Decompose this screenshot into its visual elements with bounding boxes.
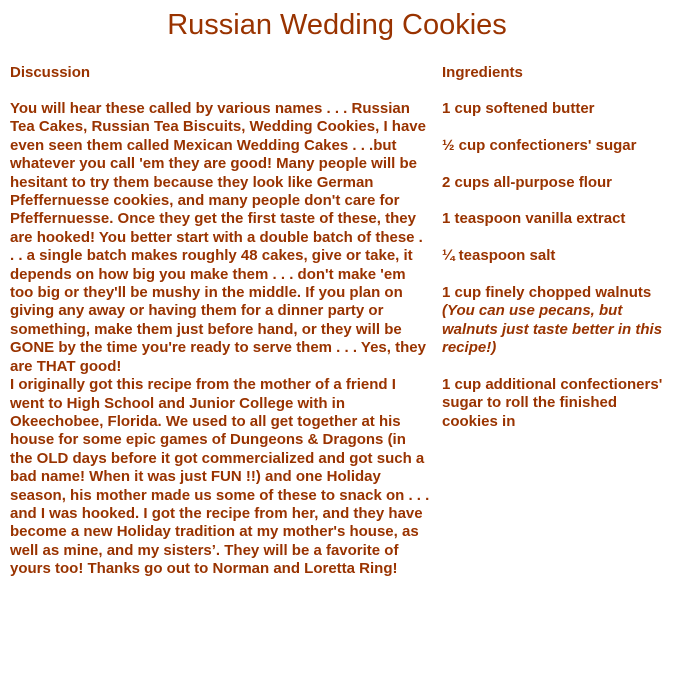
ingredient-text: 1 cup finely chopped walnuts (442, 283, 652, 301)
ingredient-text: ¼ teaspoon salt (442, 247, 556, 265)
discussion-paragraph-1: You will hear these called by various names . . . Russian Tea Cakes, Russian Tea Biscuits, Wedding Cookies, I have even seen them called Mexican Wedding Cakes . . .but whatever you call 'em they are good! Many people will be hesitant to try them because they look like German Pfeffernuesse cookies, and many people don't care for Pfeffernuesse. Once they get the first taste of these, they are hooked! You better start with a double batch of these . . . a single batch makes roughly 48 cakes, give or take, it depends on how big you make them . . . don't make 'em too big or they'll be mushy in the middle. If you plan on giving any away or having them for a dinner party or something, make them just before hand, or they will be GONE by the time you're ready to serve them . . . Yes, they are THAT good! (10, 100, 426, 375)
ingredient-text: ½ cup confectioners' sugar (442, 136, 637, 154)
ingredient-item (442, 100, 667, 118)
ingredient-item (442, 210, 667, 228)
ingredient-text: 1 cup softened butter (442, 100, 595, 117)
discussion-paragraph-2: I originally got this recipe from the mother of a friend I went to High School and Junior College with in Okeechobee, Florida. We used to all get together at his house for some epic games of Dungeons & Dragons (in the OLD days before it got commercialized and got such a bad name! When it was just FUN !!) and one Holiday season, his mother made us some of these to snack on . . . and I was hooked. I got the recipe from her, and they have become a new Holiday tradition at my mother's house, as well as mine, and my sisters’. They will be a favorite of yours too! Thanks go out to Norman and Loretta Ring! (10, 376, 430, 578)
discussion-heading: Discussion (10, 64, 91, 81)
ingredient-text: 1 cup additional confectioners' sugar to roll the finished cookies in (442, 376, 663, 430)
ingredient-item (442, 247, 667, 265)
ingredient-text: 2 cups all-purpose flour (442, 173, 613, 191)
ingredients-heading: Ingredients (442, 64, 523, 81)
ingredient-item (442, 376, 667, 431)
ingredient-text: 1 teaspoon vanilla extract (442, 210, 626, 228)
ingredient-note: (You can use pecans, but walnuts just taste better in this recipe!) (442, 302, 663, 357)
ingredient-item (442, 284, 667, 358)
ingredient-item (442, 174, 667, 192)
ingredients-list (442, 100, 667, 431)
ingredient-item (442, 137, 667, 155)
page-title: Russian Wedding Cookies (167, 9, 507, 41)
ingredients-section (442, 64, 667, 431)
discussion-section (10, 64, 430, 579)
